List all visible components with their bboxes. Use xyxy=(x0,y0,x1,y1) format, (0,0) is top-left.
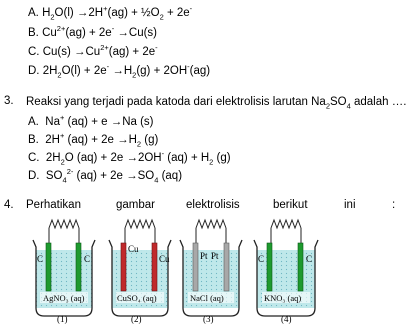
cell-number: (3) xyxy=(203,314,214,324)
solution-label: NaCl (aq) xyxy=(190,293,224,303)
solution-label: KNO₃ (aq) xyxy=(264,293,302,303)
electrode-label-right: Cu xyxy=(159,254,170,264)
q3-option-d: D. $SO_4^{2-}$ $(aq) + 2e \to SO_4$ (aq) xyxy=(28,167,183,185)
electrode-label-right: Pt xyxy=(211,251,219,261)
electrode-right xyxy=(224,243,229,291)
cell-3 xyxy=(180,220,242,324)
q3-option-a: A. Na+ (aq) + e →Na (s) xyxy=(28,113,154,128)
electrode-right xyxy=(152,243,157,291)
q4-word: ini xyxy=(344,199,356,211)
q3-option-b: B. 2H+ $(aq) + 2e \to H_2$ (g) xyxy=(28,131,159,149)
q4-word: Perhatikan xyxy=(26,199,81,211)
electrode-left xyxy=(193,243,198,291)
electrode-label-left: Pt xyxy=(200,251,208,261)
question-3-text: Reaksi yang terjadi pada katoda dari elektrolisis larutan $Na_2SO_4$ adalah …. xyxy=(26,96,406,111)
resistor-wire xyxy=(49,220,79,228)
electrode-label-left: C xyxy=(37,254,44,264)
cell-number: (2) xyxy=(131,314,142,324)
solution-label: AgNO₃ (aq) xyxy=(43,293,85,303)
q3-option-c: C. $2H_2O$ (aq) + 2e →2OH- $(aq) + H_2$ (g) xyxy=(28,149,231,167)
cell-4 xyxy=(254,220,318,324)
resistor-wire xyxy=(271,220,301,228)
q4-word: gambar xyxy=(116,199,155,211)
electrode-left xyxy=(267,243,272,291)
q2-option-c: C. $Cu(s) \to Cu^{2+}(ag) + 2e^-$ xyxy=(28,43,158,58)
electrode-label-left: Cu xyxy=(128,244,139,254)
q4-word: : xyxy=(392,199,396,211)
question-4-number: 4. xyxy=(4,199,14,211)
solution-label: CuSO₄ (aq) xyxy=(117,293,157,303)
electrode-left xyxy=(46,243,51,291)
q4-word: berikut xyxy=(273,199,308,211)
cell-number: (4) xyxy=(281,314,292,324)
cell-number: (1) xyxy=(57,314,68,324)
electrode-label-right: C xyxy=(84,254,91,264)
electrode-right xyxy=(76,243,81,291)
electrode-left xyxy=(121,243,126,291)
electrode-label-left: C xyxy=(258,254,265,264)
electrode-label-right: C xyxy=(306,254,313,264)
q2-option-a: A. $H_2O(l) \to 2H^+(ag)$ + $\frac{1}{2}O_2 + 2e^-$ xyxy=(28,4,193,22)
electrode-right xyxy=(298,243,303,291)
resistor-wire xyxy=(125,220,155,228)
cell-2 xyxy=(109,220,171,324)
q2-option-d: D. $2H_2O(l) + 2e^- \to H_2(g) + 2OH^-(ag)$ xyxy=(28,62,211,80)
q2-option-b: B. $Cu^{2+}(ag) + 2e^- \to Cu(s)$ xyxy=(28,24,158,39)
q4-word: elektrolisis xyxy=(186,199,240,211)
cell-1 xyxy=(33,220,95,324)
resistor-wire xyxy=(196,220,226,228)
question-3-number: 3. xyxy=(4,95,14,107)
